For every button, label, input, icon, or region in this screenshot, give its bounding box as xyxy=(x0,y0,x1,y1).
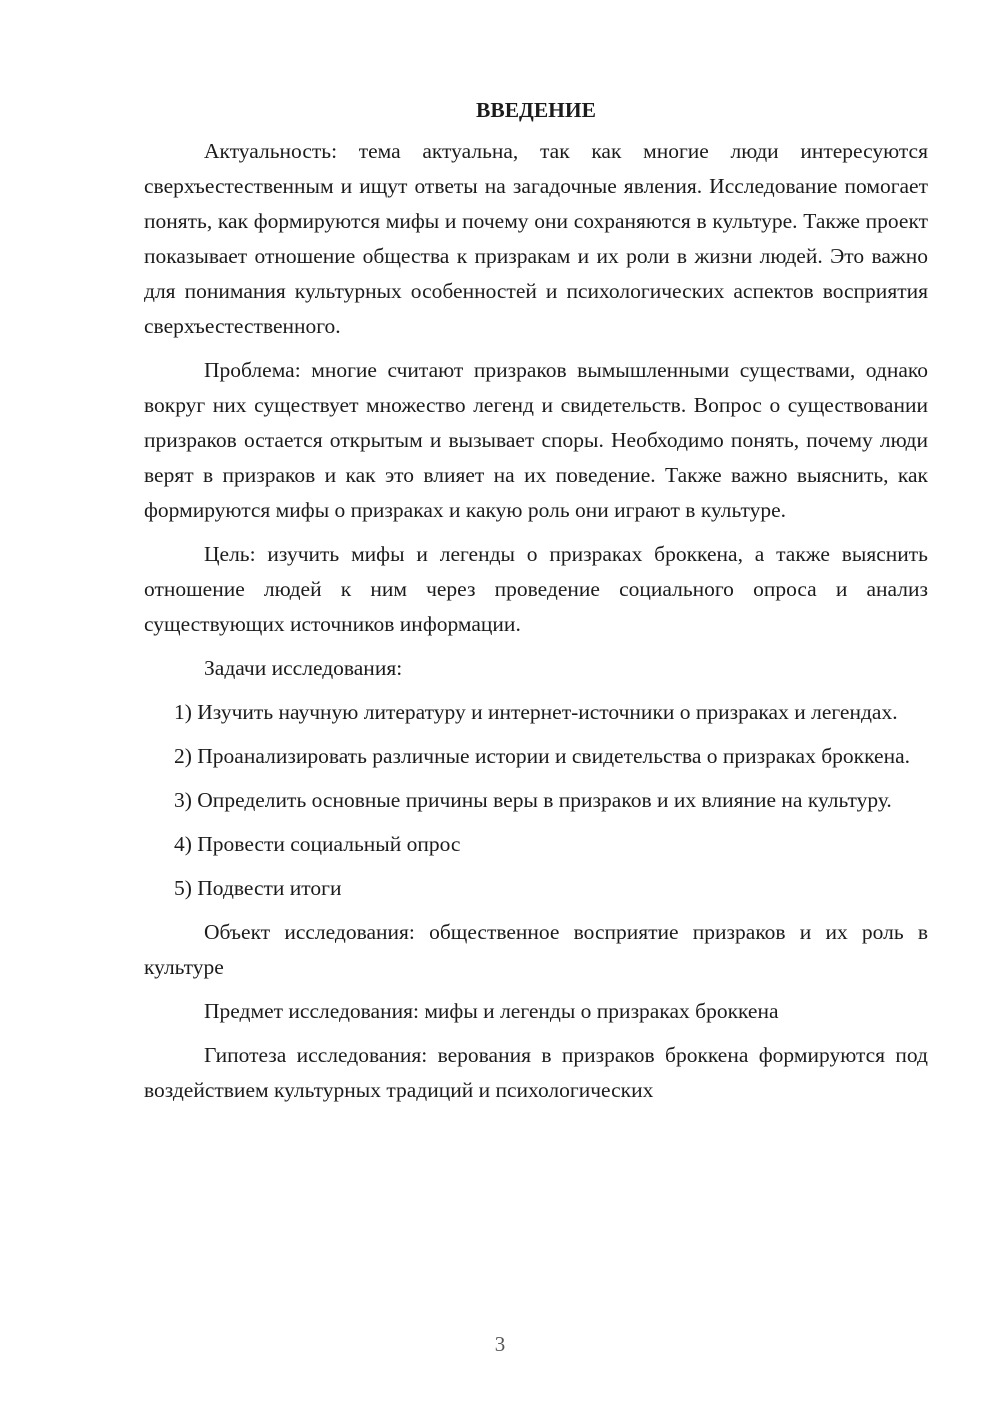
tasks-heading: Задачи исследования: xyxy=(204,656,403,680)
task-item: 4) Провести социальный опрос xyxy=(174,832,461,856)
problem-paragraph: Проблема: многие считают призраков вымышленными существами, однако вокруг них существует множество легенд и свидетельств. Вопрос о существовании призраков остается открытым и вызывает споры. Необходимо понять, почему люди верят в призраков и как это влияет на их поведение. Также важно выяснить, как формируются мифы о призраках и какую роль они играют в культуре. xyxy=(144,358,928,522)
page-number: 3 xyxy=(494,1332,506,1356)
task-item: 1) Изучить научную литературу и интернет-источники о призраках и легендах. xyxy=(174,700,898,724)
goal-paragraph: Цель: изучить мифы и легенды о призраках броккена, а также выяснить отношение людей к ним через проведение социального опроса и анализ существующих источников информации. xyxy=(144,542,928,636)
hypothesis-paragraph: Гипотеза исследования: верования в призраков броккена формируются под воздействием культурных традиций и психологических xyxy=(144,1043,928,1102)
section-title: ВВЕДЕНИЕ xyxy=(476,98,596,122)
task-item: 5) Подвести итоги xyxy=(174,876,342,900)
relevance-paragraph: Актуальность: тема актуальна, так как многие люди интересуются сверхъестественным и ищут ответы на загадочные явления. Исследование помогает понять, как формируются мифы и почему они сохраняются в культуре. Также проект показывает отношение общества к призракам и их роли в жизни людей. Это важно для понимания культурных особенностей и психологических аспектов восприятия сверхъестественного. xyxy=(144,139,928,338)
page-content xyxy=(144,92,928,1117)
task-item: 3) Определить основные причины веры в призраков и их влияние на культуру. xyxy=(174,788,892,812)
object-paragraph: Объект исследования: общественное восприятие призраков и их роль в культуре xyxy=(144,920,928,979)
task-item: 2) Проанализировать различные истории и свидетельства о призраках броккена. xyxy=(174,744,910,768)
subject-paragraph: Предмет исследования: мифы и легенды о призраках броккена xyxy=(204,999,779,1023)
